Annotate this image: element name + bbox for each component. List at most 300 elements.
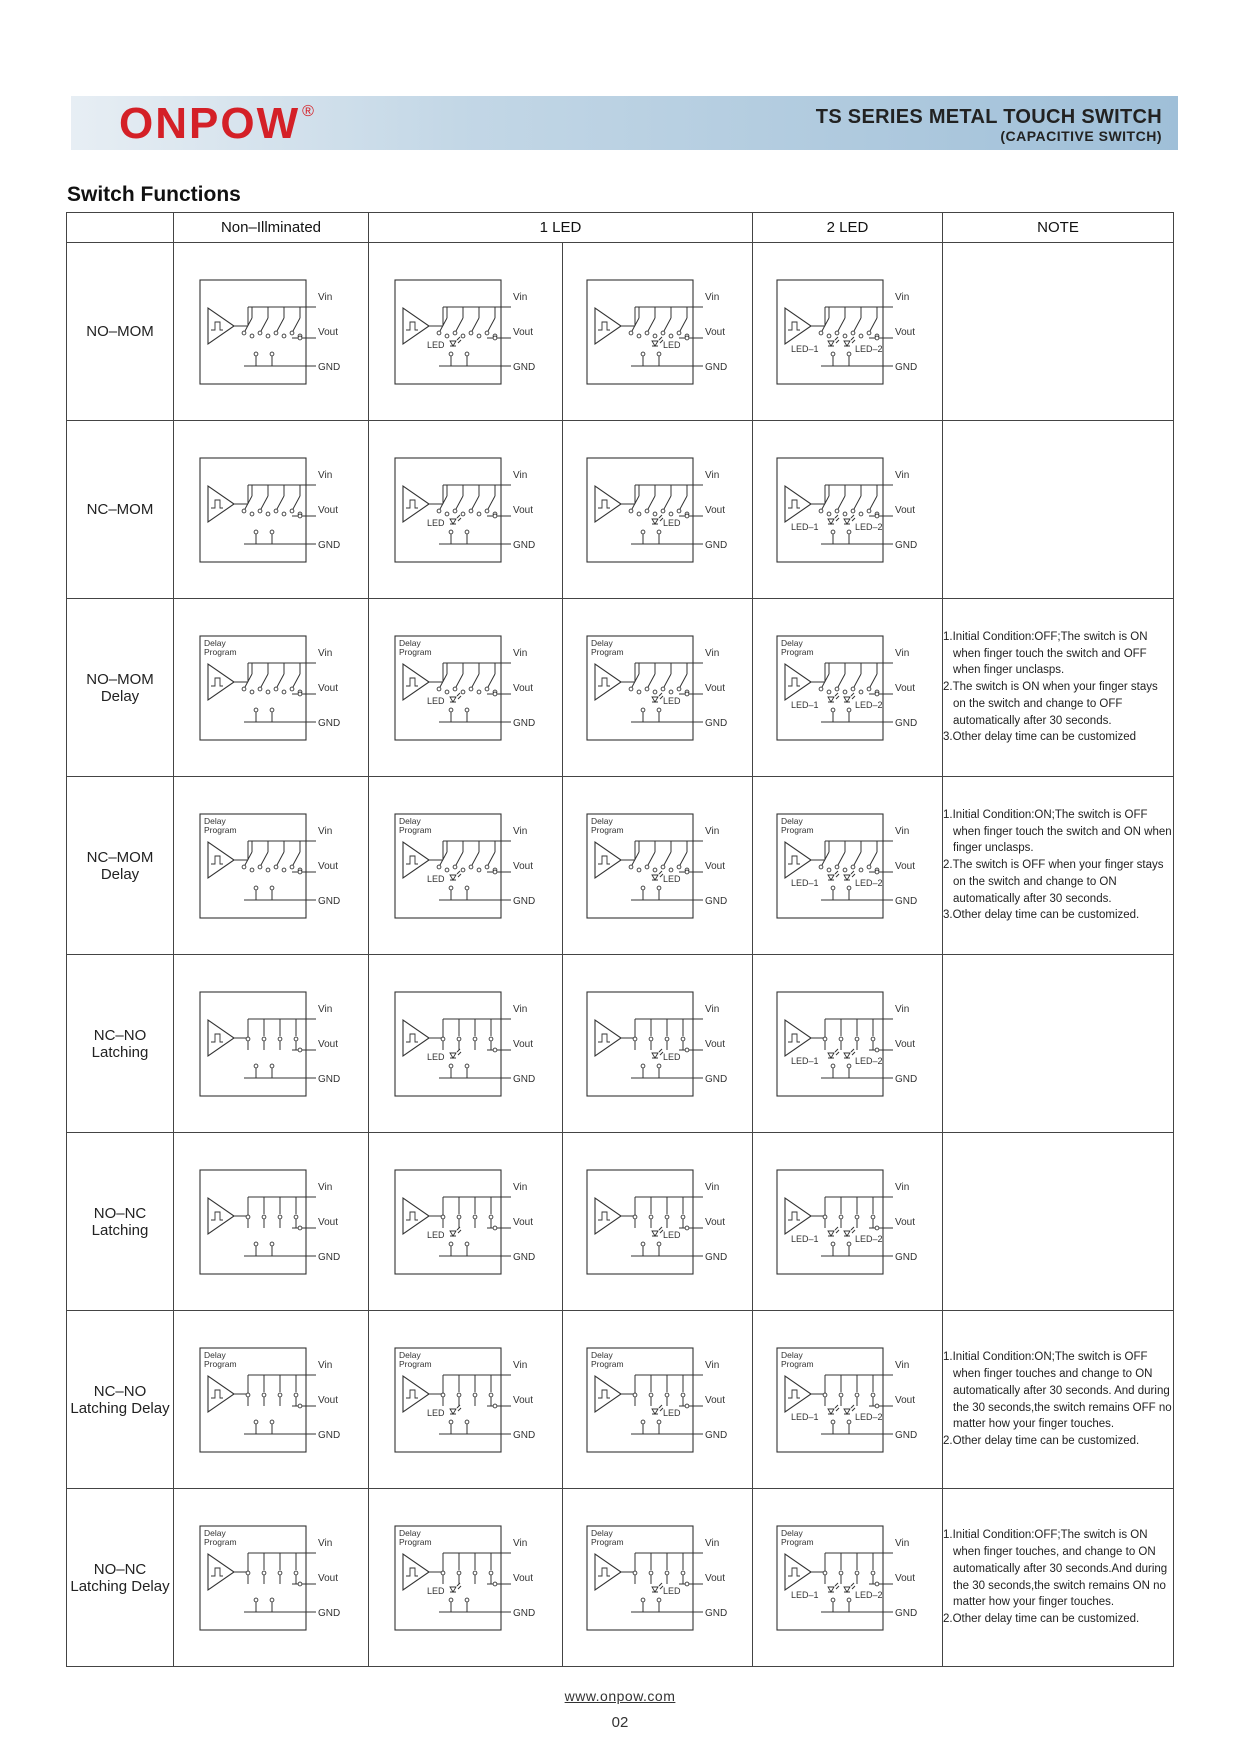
gnd-contact: [641, 530, 645, 534]
contact-terminal: [453, 687, 457, 691]
led-emission-arrow: [835, 337, 838, 340]
vout-label: Vout: [894, 1216, 915, 1228]
circuit-cell: [174, 1133, 369, 1311]
contact-terminal: [246, 1037, 250, 1041]
gnd-contact: [831, 1598, 835, 1602]
contact-terminal: [681, 1571, 685, 1575]
contact-terminal: [819, 687, 823, 691]
contact-terminal: [851, 865, 855, 869]
led-emission-arrow: [851, 515, 854, 518]
note-line: 3.Other delay time can be customized.: [943, 909, 1140, 922]
contact-terminal: [665, 1037, 669, 1041]
circuit-cell: [563, 777, 753, 955]
vout-contact: [298, 1404, 302, 1408]
gnd-label: GND: [704, 1073, 727, 1085]
gnd-contact: [465, 530, 469, 534]
note-line: 1.Initial Condition:OFF;The switch is ON when finger touch the switch and OFF when finger unclasps.: [943, 630, 1148, 677]
contact-terminal: [681, 1215, 685, 1219]
vout-contact: [493, 1226, 497, 1230]
vin-label: Vin: [512, 291, 527, 303]
contact-terminal: [677, 865, 681, 869]
sensor-amplifier-icon: [595, 1198, 621, 1234]
contact-terminal: [677, 509, 681, 513]
contact-terminal: [819, 509, 823, 513]
sensor-amplifier-icon: [403, 1554, 429, 1590]
note-line: 1.Initial Condition:ON;The switch is OFF when finger touch the switch and ON when finger unclasps.: [943, 808, 1172, 855]
pulse-icon: [788, 1212, 800, 1220]
vout-contact: [298, 870, 302, 874]
contact-terminal: [485, 687, 489, 691]
led-emission-arrow: [836, 1052, 839, 1055]
gnd-label: GND: [704, 895, 727, 907]
led-diode-icon: [828, 1409, 834, 1414]
contact-terminal: [677, 687, 681, 691]
gnd-label: GND: [704, 1429, 727, 1441]
switch-blade: [261, 318, 268, 331]
led1-label: LED–1: [790, 1411, 819, 1422]
pulse-icon: [598, 1034, 610, 1042]
contact-terminal: [855, 1215, 859, 1219]
delay-label: Delay: [780, 637, 803, 648]
circuit-diagram: [773, 1166, 923, 1278]
switch-blade: [664, 496, 671, 509]
gnd-contact: [831, 1420, 835, 1424]
pulse-icon: [406, 1568, 418, 1576]
pulse-icon: [598, 1568, 610, 1576]
circuit-diagram: [391, 454, 541, 566]
vin-label: Vin: [894, 291, 909, 303]
vout-contact: [493, 514, 497, 518]
contact-terminal: [477, 512, 481, 516]
led-emission-arrow: [852, 1230, 855, 1233]
pulse-icon: [788, 678, 800, 686]
led-emission-arrow: [659, 1583, 662, 1586]
switch-blade: [277, 674, 284, 687]
led-emission-arrow: [458, 874, 461, 877]
led-emission-arrow: [457, 515, 460, 518]
led1-label: LED–1: [790, 1589, 819, 1600]
contact-terminal: [266, 512, 270, 516]
contact-terminal: [250, 334, 254, 338]
led-emission-arrow: [852, 1586, 855, 1589]
led2-label: LED–2: [854, 1411, 883, 1422]
contact-terminal: [262, 1215, 266, 1219]
led1-label: LED–1: [790, 343, 819, 354]
gnd-label: GND: [512, 1073, 535, 1085]
function-name: NC–MOM Delay: [86, 848, 154, 883]
contact-terminal: [489, 1393, 493, 1397]
contact-terminal: [823, 1215, 827, 1219]
note-cell: [943, 1489, 1174, 1667]
gnd-contact: [847, 708, 851, 712]
gnd-label: GND: [894, 717, 917, 729]
circuit-cell: [369, 243, 563, 421]
contact-terminal: [629, 865, 633, 869]
contact-terminal: [661, 509, 665, 513]
circuit-diagram: [773, 454, 923, 566]
vout-contact: [685, 692, 689, 696]
gnd-contact: [847, 1598, 851, 1602]
gnd-label: GND: [894, 1607, 917, 1619]
contact-terminal: [262, 1393, 266, 1397]
pulse-icon: [788, 322, 800, 330]
led2-label: LED–2: [854, 877, 883, 888]
contact-terminal: [645, 331, 649, 335]
contact-terminal: [274, 687, 278, 691]
contact-terminal: [437, 687, 441, 691]
table-header-row: [67, 213, 1174, 243]
circuit-diagram: [196, 988, 346, 1100]
table-row: [67, 421, 1174, 599]
vout-contact: [298, 1226, 302, 1230]
circuit-diagram: [583, 810, 733, 922]
led-emission-arrow: [851, 693, 854, 696]
led-emission-arrow: [457, 337, 460, 340]
pulse-icon: [406, 322, 418, 330]
contact-terminal: [855, 1571, 859, 1575]
switch-blade: [277, 852, 284, 865]
contact-terminal: [266, 868, 270, 872]
vin-label: Vin: [512, 825, 527, 837]
gnd-contact: [847, 1420, 851, 1424]
pulse-icon: [211, 500, 223, 508]
contact-terminal: [266, 334, 270, 338]
circuit-diagram: [583, 1522, 733, 1634]
led-emission-arrow: [659, 871, 662, 874]
vout-label: Vout: [704, 326, 725, 338]
vout-label: Vout: [894, 682, 915, 694]
note-line: 3.Other delay time can be customized: [943, 731, 1137, 744]
gnd-contact: [831, 708, 835, 712]
contact-terminal: [823, 1571, 827, 1575]
gnd-label: GND: [704, 1251, 727, 1263]
pulse-icon: [211, 1390, 223, 1398]
switch-blade: [488, 674, 495, 687]
vout-label: Vout: [318, 1038, 339, 1050]
circuit-cell: [174, 1489, 369, 1667]
circuit-cell: [369, 955, 563, 1133]
gnd-contact: [449, 886, 453, 890]
contact-terminal: [274, 509, 278, 513]
gnd-label: GND: [512, 539, 535, 551]
delay-label: Delay: [780, 1349, 803, 1360]
led1-label: LED–1: [790, 521, 819, 532]
circuit-diagram: [773, 810, 923, 922]
contact-terminal: [489, 1571, 493, 1575]
led-label: LED: [662, 873, 681, 884]
circuit-cell: [174, 955, 369, 1133]
vout-contact: [493, 1048, 497, 1052]
sensor-amplifier-icon: [208, 1554, 234, 1590]
circuit-diagram: [391, 810, 541, 922]
pulse-icon: [406, 1390, 418, 1398]
led-label: LED: [426, 1407, 445, 1418]
contact-terminal: [485, 865, 489, 869]
led1-label: LED–1: [790, 699, 819, 710]
led-diode-icon: [450, 1231, 456, 1236]
contact-terminal: [282, 512, 286, 516]
circuit-diagram: [773, 1344, 923, 1456]
pulse-icon: [406, 678, 418, 686]
function-name: NO–MOM: [86, 323, 154, 340]
contact-terminal: [839, 1393, 843, 1397]
gnd-label: GND: [512, 1429, 535, 1441]
contact-terminal: [839, 1215, 843, 1219]
led-emission-arrow: [835, 693, 838, 696]
vout-label: Vout: [318, 682, 339, 694]
contact-terminal: [453, 865, 457, 869]
vin-label: Vin: [512, 1003, 527, 1015]
contact-terminal: [469, 865, 473, 869]
contact-terminal: [246, 1215, 250, 1219]
led-emission-arrow: [852, 340, 855, 343]
sensor-amplifier-icon: [595, 308, 621, 344]
sensor-amplifier-icon: [403, 1376, 429, 1412]
contact-terminal: [485, 331, 489, 335]
contact-terminal: [859, 868, 863, 872]
vin-label: Vin: [704, 1181, 719, 1193]
program-label: Program: [590, 1536, 624, 1547]
gnd-contact: [847, 1242, 851, 1246]
circuit-cell: [753, 1489, 943, 1667]
sensor-amplifier-icon: [785, 1198, 811, 1234]
vout-contact: [685, 1582, 689, 1586]
vin-label: Vin: [318, 1537, 333, 1549]
table-row: [67, 1133, 1174, 1311]
circuit-diagram: [773, 276, 923, 388]
switch-blade: [488, 496, 495, 509]
gnd-contact: [657, 1064, 661, 1068]
circuit-cell: [174, 421, 369, 599]
vin-label: Vin: [318, 1003, 333, 1015]
pulse-icon: [406, 500, 418, 508]
contact-terminal: [469, 687, 473, 691]
sensor-amplifier-icon: [785, 308, 811, 344]
gnd-label: GND: [894, 361, 917, 373]
contact-terminal: [851, 509, 855, 513]
vout-label: Vout: [704, 682, 725, 694]
switch-blade: [664, 318, 671, 331]
led-diode-icon: [652, 1231, 658, 1236]
contact-terminal: [469, 509, 473, 513]
led-label: LED: [662, 1585, 681, 1596]
switch-blade: [648, 496, 655, 509]
contact-terminal: [445, 690, 449, 694]
led2-label: LED–2: [854, 521, 883, 532]
vout-label: Vout: [512, 1216, 533, 1228]
gnd-contact: [270, 352, 274, 356]
circuit-cell: [753, 599, 943, 777]
header-title-block: [816, 106, 1162, 144]
contact-terminal: [649, 1393, 653, 1397]
led1-label: LED–1: [790, 1055, 819, 1066]
led-diode-icon: [828, 1587, 834, 1592]
gnd-contact: [465, 1242, 469, 1246]
vout-label: Vout: [512, 326, 533, 338]
gnd-contact: [847, 1064, 851, 1068]
pulse-icon: [406, 856, 418, 864]
program-label: Program: [204, 1358, 237, 1369]
contact-terminal: [677, 331, 681, 335]
vout-label: Vout: [318, 1394, 339, 1406]
contact-terminal: [629, 509, 633, 513]
contact-terminal: [819, 331, 823, 335]
circuit-cell: [563, 243, 753, 421]
circuit-diagram: [583, 632, 733, 744]
vout-label: Vout: [318, 860, 339, 872]
contact-terminal: [835, 509, 839, 513]
contact-terminal: [473, 1037, 477, 1041]
note-line: 2.Other delay time can be customized.: [943, 1435, 1140, 1448]
header-non-illuminated: Non–Illminated: [174, 213, 369, 243]
vin-label: Vin: [512, 1181, 527, 1193]
gnd-label: GND: [704, 539, 727, 551]
page-number: 02: [611, 1714, 629, 1731]
contact-terminal: [637, 334, 641, 338]
contact-terminal: [453, 509, 457, 513]
delay-label: Delay: [398, 815, 421, 826]
vout-label: Vout: [894, 504, 915, 516]
led-diode-icon: [844, 1587, 850, 1592]
circuit-diagram: [583, 454, 733, 566]
gnd-label: GND: [318, 1429, 341, 1441]
gnd-contact: [254, 530, 258, 534]
vout-label: Vout: [704, 1394, 725, 1406]
contact-terminal: [262, 1037, 266, 1041]
note-cell: [943, 955, 1174, 1133]
circuit-cell: [563, 599, 753, 777]
switch-blade: [648, 852, 655, 865]
vin-label: Vin: [894, 1003, 909, 1015]
vin-label: Vin: [894, 647, 909, 659]
function-name: NO–NC Latching: [91, 1204, 149, 1239]
switch-blade: [648, 318, 655, 331]
contact-terminal: [827, 512, 831, 516]
program-label: Program: [398, 646, 432, 657]
switch-blade: [456, 318, 463, 331]
vout-label: Vout: [704, 1216, 725, 1228]
switch-blade: [277, 318, 284, 331]
gnd-contact: [465, 352, 469, 356]
gnd-label: GND: [318, 539, 341, 551]
contact-terminal: [839, 1037, 843, 1041]
pulse-icon: [788, 1390, 800, 1398]
vout-label: Vout: [512, 504, 533, 516]
pulse-icon: [788, 1034, 800, 1042]
gnd-contact: [641, 1420, 645, 1424]
sensor-amplifier-icon: [595, 1554, 621, 1590]
contact-terminal: [633, 1037, 637, 1041]
gnd-contact: [465, 1064, 469, 1068]
vout-label: Vout: [318, 1216, 339, 1228]
switch-blade: [870, 852, 877, 865]
contact-terminal: [278, 1215, 282, 1219]
vin-label: Vin: [318, 469, 333, 481]
contact-terminal: [294, 1571, 298, 1575]
contact-terminal: [649, 1037, 653, 1041]
gnd-contact: [641, 1064, 645, 1068]
led-diode-icon: [652, 1409, 658, 1414]
sensor-amplifier-icon: [785, 1020, 811, 1056]
vout-contact: [298, 692, 302, 696]
contact-terminal: [637, 690, 641, 694]
contact-terminal: [665, 1215, 669, 1219]
contact-terminal: [457, 1393, 461, 1397]
note-cell: [943, 599, 1174, 777]
vin-label: Vin: [704, 1003, 719, 1015]
contact-terminal: [274, 331, 278, 335]
circuit-diagram: [196, 632, 346, 744]
contact-terminal: [669, 334, 673, 338]
gnd-contact: [657, 886, 661, 890]
vout-contact: [875, 514, 879, 518]
delay-label: Delay: [590, 1527, 613, 1538]
vout-contact: [493, 1582, 497, 1586]
note-cell: [943, 421, 1174, 599]
contact-terminal: [294, 1215, 298, 1219]
led-emission-arrow: [458, 1586, 461, 1589]
circuit-diagram: [391, 1344, 541, 1456]
contact-terminal: [246, 1571, 250, 1575]
led-emission-arrow: [852, 696, 855, 699]
contact-terminal: [441, 1571, 445, 1575]
led-diode-icon: [844, 875, 850, 880]
delay-label: Delay: [780, 815, 803, 826]
led-label: LED: [426, 1051, 445, 1062]
vout-contact: [493, 336, 497, 340]
circuit-diagram: [196, 1166, 346, 1278]
header-title: TS SERIES METAL TOUCH SWITCH: [815, 106, 1162, 128]
contact-terminal: [437, 865, 441, 869]
gnd-label: GND: [512, 1251, 535, 1263]
gnd-contact: [270, 708, 274, 712]
row-label-cell: [67, 955, 174, 1133]
contact-terminal: [473, 1571, 477, 1575]
contact-terminal: [665, 1393, 669, 1397]
circuit-cell: [174, 599, 369, 777]
gnd-label: GND: [512, 717, 535, 729]
led-diode-icon: [450, 1053, 456, 1058]
sensor-amplifier-icon: [785, 842, 811, 878]
contact-terminal: [242, 509, 246, 513]
vout-contact: [298, 1048, 302, 1052]
pulse-icon: [211, 856, 223, 864]
circuit-cell: [369, 421, 563, 599]
contact-terminal: [445, 334, 449, 338]
led2-label: LED–2: [854, 1233, 883, 1244]
switch-blade: [870, 674, 877, 687]
vout-label: Vout: [704, 860, 725, 872]
contact-terminal: [250, 512, 254, 516]
contact-terminal: [282, 868, 286, 872]
vin-label: Vin: [512, 647, 527, 659]
led2-label: LED–2: [854, 1589, 883, 1600]
switch-blade: [456, 852, 463, 865]
contact-terminal: [867, 687, 871, 691]
led-diode-icon: [652, 1053, 658, 1058]
gnd-contact: [847, 352, 851, 356]
led-label: LED: [662, 517, 681, 528]
contact-terminal: [859, 690, 863, 694]
circuit-cell: [753, 243, 943, 421]
led-emission-arrow: [835, 1405, 838, 1408]
delay-label: Delay: [398, 1527, 421, 1538]
led-diode-icon: [450, 341, 456, 346]
pulse-icon: [211, 1034, 223, 1042]
led-diode-icon: [450, 519, 456, 524]
vin-label: Vin: [704, 1537, 719, 1549]
switch-blade: [854, 496, 861, 509]
